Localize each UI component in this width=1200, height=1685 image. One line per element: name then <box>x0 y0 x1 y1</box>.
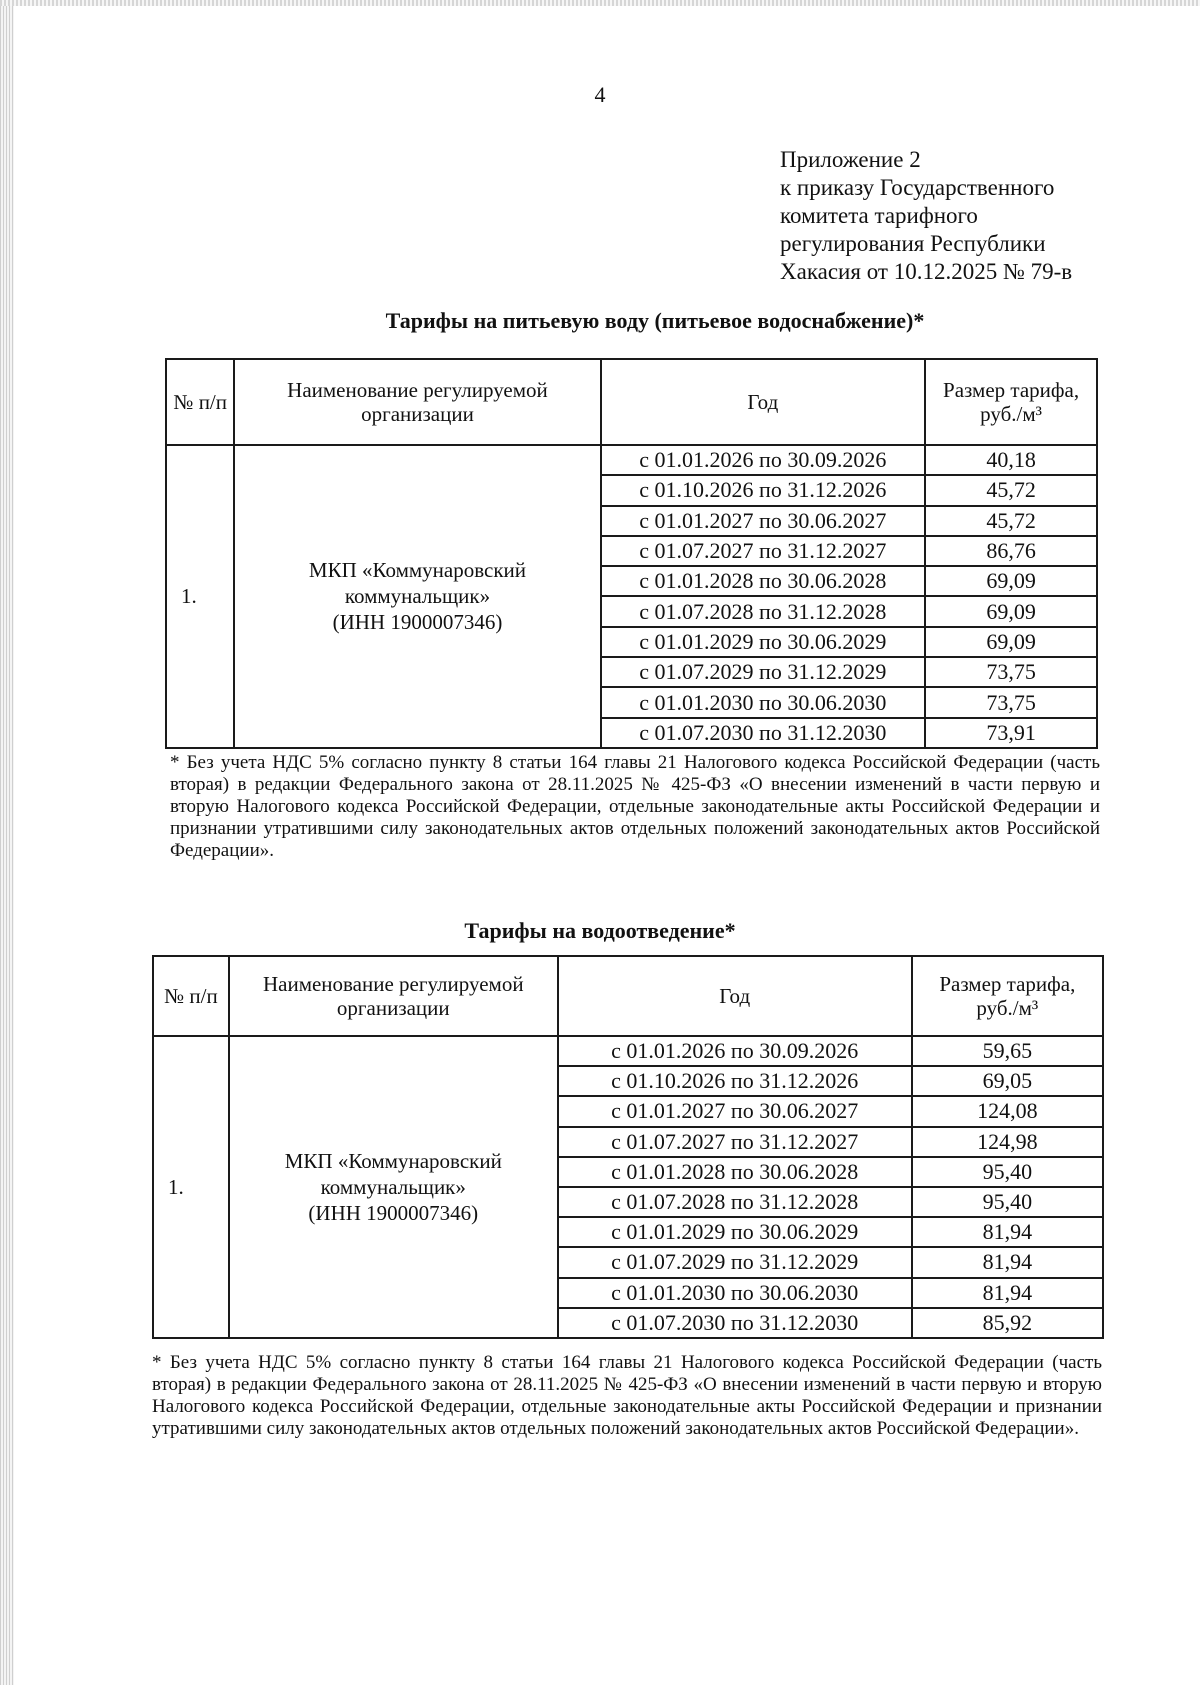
organization-name <box>234 445 600 748</box>
tariff-value-cell: 85,92 <box>912 1308 1103 1338</box>
tariff-value-cell: 45,72 <box>925 506 1097 536</box>
tariff-value-cell: 40,18 <box>925 445 1097 475</box>
tariff-value-cell: 81,94 <box>912 1217 1103 1247</box>
period-cell: с 01.01.2026 по 30.09.2026 <box>601 445 926 475</box>
wastewater-table <box>152 955 1104 1339</box>
tariff-value-cell: 95,40 <box>912 1187 1103 1217</box>
period-cell: с 01.01.2028 по 30.06.2028 <box>558 1157 912 1187</box>
period-cell: с 01.07.2028 по 31.12.2028 <box>601 596 926 626</box>
water-supply-footnote: * Без учета НДС 5% согласно пункту 8 статьи 164 главы 21 Налогового кодекса Российской Федерации (часть вторая) в редакции Федерального закона от 28.11.2025 № 425-ФЗ «О внесении изменений в части первую и вторую Налогового кодекса Российской Федерации, отдельные законодательные акты Российской Федерации и признании утратившими силу законодательных актов отдельных положений законодательных актов Российской Федерации». <box>170 752 1100 861</box>
table-header-row <box>153 956 1103 1036</box>
period-cell: с 01.10.2026 по 31.12.2026 <box>601 475 926 505</box>
header-year: Год <box>601 359 926 445</box>
organization-line: (ИНН 1900007346) <box>332 610 503 635</box>
wastewater-title: Тарифы на водоотведение* <box>464 918 736 943</box>
appendix-block <box>780 146 1072 286</box>
tariff-value-cell: 69,09 <box>925 596 1097 626</box>
appendix-line: к приказу Государственного <box>780 175 1055 200</box>
table-header-row <box>166 359 1097 445</box>
tariff-value-cell: 69,09 <box>925 627 1097 657</box>
organization-name <box>229 1036 558 1338</box>
organization-line: (ИНН 1900007346) <box>308 1200 479 1225</box>
tariff-value-cell: 69,09 <box>925 566 1097 596</box>
period-cell: с 01.01.2030 по 30.06.2030 <box>601 687 926 717</box>
scan-edge <box>0 0 14 1685</box>
tariff-value-cell: 86,76 <box>925 536 1097 566</box>
header-no: № п/п <box>166 359 234 445</box>
tariff-value-cell: 45,72 <box>925 475 1097 505</box>
period-cell: с 01.07.2027 по 31.12.2027 <box>601 536 926 566</box>
tariff-value-cell: 81,94 <box>912 1247 1103 1277</box>
tariff-value-cell: 73,91 <box>925 718 1097 748</box>
period-cell: с 01.07.2029 по 31.12.2029 <box>601 657 926 687</box>
period-cell: с 01.10.2026 по 31.12.2026 <box>558 1066 912 1096</box>
tariff-value-cell: 124,08 <box>912 1096 1103 1126</box>
water-supply-body <box>166 445 1097 748</box>
tariff-value-cell: 59,65 <box>912 1036 1103 1066</box>
period-cell: с 01.07.2029 по 31.12.2029 <box>558 1247 912 1277</box>
period-cell: с 01.01.2029 по 30.06.2029 <box>558 1217 912 1247</box>
tariff-value-cell: 73,75 <box>925 657 1097 687</box>
tariff-value-cell: 73,75 <box>925 687 1097 717</box>
wastewater-footnote: * Без учета НДС 5% согласно пункту 8 статьи 164 главы 21 Налогового кодекса Российской Федерации (часть вторая) в редакции Федерального закона от 28.11.2025 № 425-ФЗ «О внесении изменений в части первую и вторую Налогового кодекса Российской Федерации, отдельные законодательные акты Российской Федерации и признании утратившими силу законодательных актов отдельных положений законодательных актов Российской Федерации». <box>152 1352 1102 1439</box>
organization-line: МКП «Коммунаровский <box>284 1148 502 1173</box>
tariff-value-cell: 124,98 <box>912 1127 1103 1157</box>
period-cell: с 01.01.2029 по 30.06.2029 <box>601 627 926 657</box>
header-tariff: Размер тарифа, руб./м³ <box>925 359 1097 445</box>
header-tariff: Размер тарифа, руб./м³ <box>912 956 1103 1036</box>
organization-line: коммунальщик» <box>320 1174 466 1199</box>
table-row <box>153 1036 1103 1066</box>
row-number: 1. <box>153 1036 229 1338</box>
wastewater-body <box>153 1036 1103 1338</box>
period-cell: с 01.07.2030 по 31.12.2030 <box>601 718 926 748</box>
period-cell: с 01.01.2027 по 30.06.2027 <box>558 1096 912 1126</box>
header-no: № п/п <box>153 956 229 1036</box>
organization-line: коммунальщик» <box>344 584 491 609</box>
period-cell: с 01.07.2027 по 31.12.2027 <box>558 1127 912 1157</box>
period-cell: с 01.01.2027 по 30.06.2027 <box>601 506 926 536</box>
appendix-line: комитета тарифного <box>780 203 978 228</box>
water-supply-table <box>165 358 1098 749</box>
tariff-value-cell: 95,40 <box>912 1157 1103 1187</box>
appendix-line: Хакасия от 10.12.2025 № 79-в <box>780 259 1073 284</box>
row-number: 1. <box>166 445 234 748</box>
period-cell: с 01.07.2030 по 31.12.2030 <box>558 1308 912 1338</box>
period-cell: с 01.07.2028 по 31.12.2028 <box>558 1187 912 1217</box>
header-organization: Наименование регулируемой организации <box>229 956 558 1036</box>
period-cell: с 01.01.2028 по 30.06.2028 <box>601 566 926 596</box>
period-cell: с 01.01.2030 по 30.06.2030 <box>558 1278 912 1308</box>
tariff-value-cell: 69,05 <box>912 1066 1103 1096</box>
page-number: 4 <box>594 82 606 107</box>
tariff-value-cell: 81,94 <box>912 1278 1103 1308</box>
header-year: Год <box>558 956 912 1036</box>
appendix-line: регулирования Республики <box>780 231 1046 256</box>
table-row <box>166 445 1097 475</box>
water-supply-title: Тарифы на питьевую воду (питьевое водоснабжение)* <box>385 308 925 333</box>
organization-line: МКП «Коммунаровский <box>308 558 527 583</box>
appendix-line: Приложение 2 <box>780 147 921 172</box>
period-cell: с 01.01.2026 по 30.09.2026 <box>558 1036 912 1066</box>
header-organization: Наименование регулируемой организации <box>234 359 600 445</box>
scan-edge-top <box>0 0 1200 6</box>
